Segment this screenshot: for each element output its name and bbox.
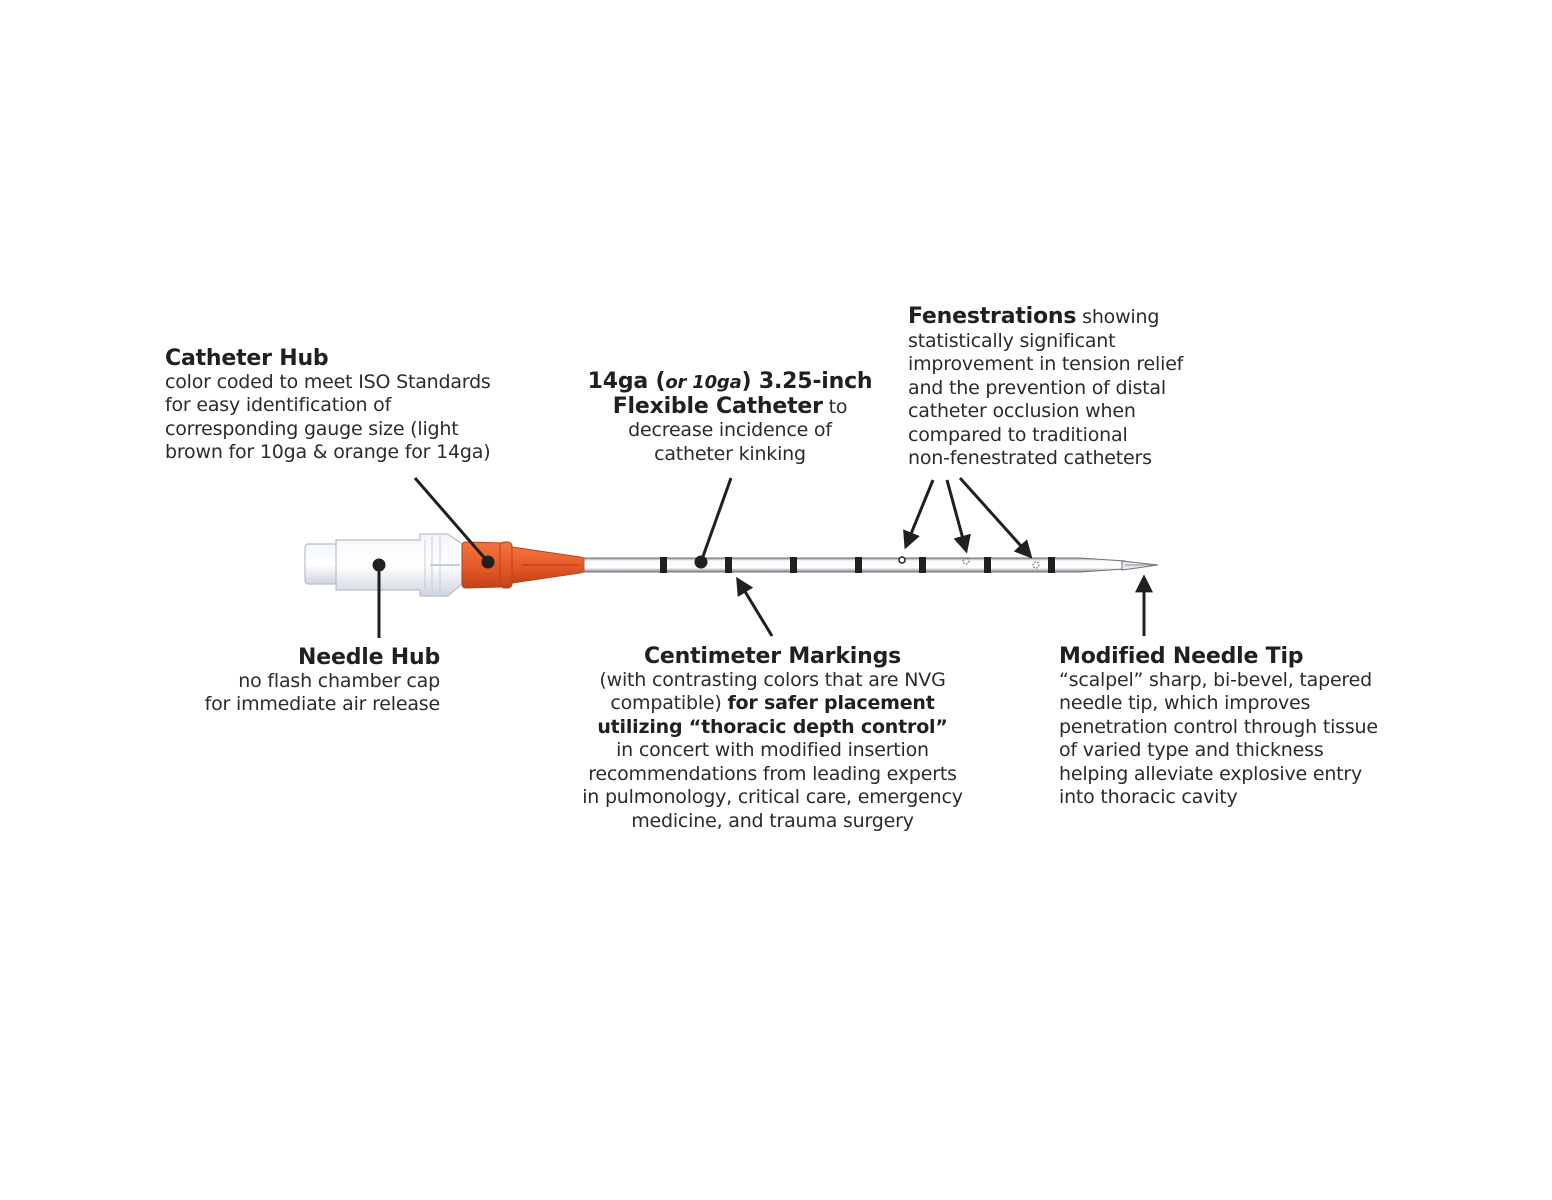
catheter-hub-title: Catheter Hub	[165, 346, 329, 371]
catheter-hub-desc-line: for easy identification of	[165, 394, 392, 416]
fenestrations-desc-line: and the prevention of distal	[908, 376, 1166, 399]
flexible-catheter-title-line2: Flexible Catheter to	[612, 393, 848, 419]
needle-hub-title: Needle Hub	[298, 645, 440, 670]
needle-tip-desc-line: into thoracic cavity	[1059, 786, 1238, 808]
needle-tip-desc-line: “scalpel” sharp, bi-bevel, tapered	[1059, 668, 1372, 691]
needle-hub-label	[140, 646, 440, 717]
centimeter-markings-desc-line: medicine, and trauma surgery	[631, 809, 914, 832]
fenestrations-desc-line: statistically significant	[908, 329, 1116, 352]
centimeter-markings-desc-line: in pulmonology, critical care, emergency	[582, 786, 963, 808]
catheter-hub-desc-line: color coded to meet ISO Standards	[165, 370, 491, 393]
needle-tip-label	[1059, 645, 1378, 810]
centimeter-markings-desc-line: in concert with modified insertion	[616, 739, 929, 761]
needle-hub-desc-line: no flash chamber cap	[238, 669, 440, 692]
catheter-hub-desc-line: brown for 10ga & orange for 14ga)	[165, 441, 491, 463]
needle-tip-title: Modified Needle Tip	[1059, 644, 1304, 669]
needle-tip-desc-line: of varied type and thickness	[1059, 739, 1324, 761]
catheter-tube-shape	[584, 558, 1158, 572]
fenestrations-title: Fenestrations	[908, 304, 1077, 329]
catheter-hub-shape	[462, 542, 586, 588]
flexible-catheter-title-line1: 14ga (or 10ga) 3.25-inch	[587, 369, 873, 394]
flexible-catheter-desc-line: decrease incidence of	[628, 419, 832, 441]
fenestrations-desc-line: catheter occlusion when	[908, 400, 1136, 422]
needle-tip-desc-line: helping alleviate explosive entry	[1059, 762, 1363, 785]
centimeter-markings-desc-line: recommendations from leading experts	[588, 762, 957, 785]
needle-hub-desc-line: for immediate air release	[204, 693, 440, 715]
fenestrations-label: Fenestrations showing statistically significant improvement in tension relief and the prevention of distal catheter occlusion when compared to traditional non-fenestrated catheters	[908, 304, 1184, 469]
catheter-hub-label	[165, 347, 491, 465]
centimeter-markings-label: Centimeter Markings (with contrasting colors that are NVG compatible) for safer placement utilizing “thoracic depth control” in concert with modified insertion recommendations from leading experts in pulmonology, critical care, emergency medicine, and trauma surgery	[545, 645, 1000, 833]
needle-tip-desc-line: needle tip, which improves	[1059, 692, 1311, 714]
fenestrations-desc-line: compared to traditional	[908, 423, 1128, 446]
needle-tip-desc-line: penetration control through tissue	[1059, 715, 1378, 738]
fenestrations-desc-line: improvement in tension relief	[908, 353, 1184, 375]
fenestrations-desc-line: non-fenestrated catheters	[908, 447, 1152, 469]
gauge-alternative: or 10ga	[665, 372, 742, 393]
arrows	[738, 478, 1144, 636]
catheter-hub-desc-line: corresponding gauge size (light	[165, 417, 459, 440]
flexible-catheter-label	[560, 370, 900, 466]
centimeter-markings-title: Centimeter Markings	[643, 644, 902, 669]
flexible-catheter-desc-line: catheter kinking	[654, 442, 806, 465]
